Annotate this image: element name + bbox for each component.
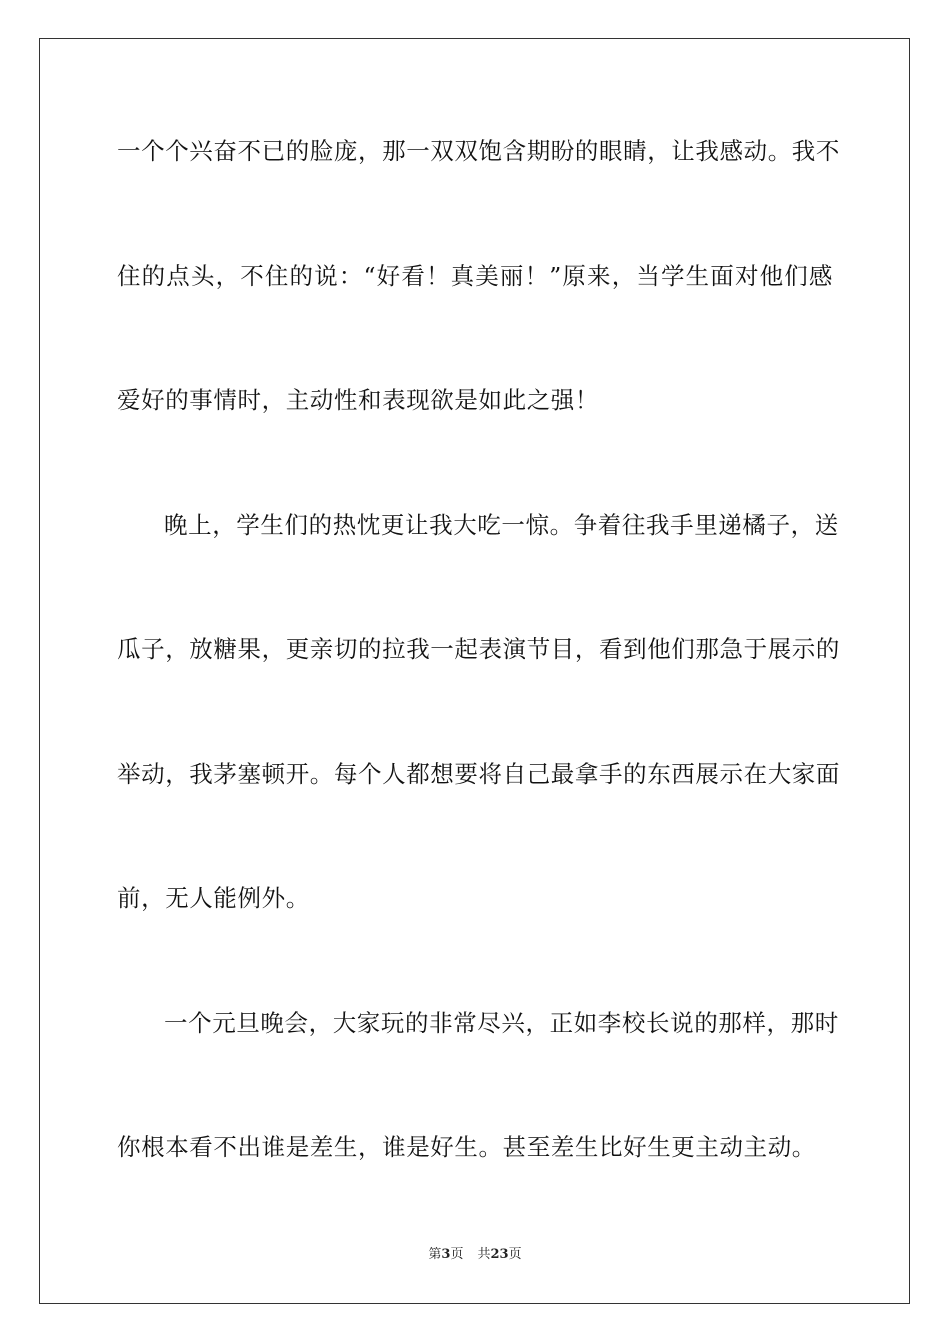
page-footer [0, 1246, 950, 1264]
paragraph-line: 住的点头，不住的说：“好看！真美丽！”原来，当学生面对他们感 [117, 262, 833, 290]
page-number: 3 [441, 1247, 451, 1262]
paragraph-line: 举动，我茅塞顿开。每个人都想要将自己最拿手的东西展示在大家面 [117, 760, 840, 788]
paragraph-line: 瓜子，放糖果，更亲切的拉我一起表演节目，看到他们那急于展示的 [117, 635, 840, 663]
paragraph-line: 爱好的事情时，主动性和表现欲是如此之强！ [117, 386, 599, 414]
paragraph-line: 晚上，学生们的热忱更让我大吃一惊。争着往我手里递橘子，送 [164, 511, 839, 539]
paragraph-line: 前，无人能例外。 [117, 884, 310, 912]
paragraph-line: 你根本看不出谁是差生，谁是好生。甚至差生比好生更主动主动。 [117, 1133, 816, 1161]
total-suffix: 页 [508, 1247, 522, 1262]
page-prefix: 第 [428, 1247, 442, 1262]
paragraph-line: 一个元旦晚会，大家玩的非常尽兴，正如李校长说的那样，那时 [164, 1009, 839, 1037]
page-suffix: 页 [450, 1247, 464, 1262]
total-prefix: 共 [477, 1247, 491, 1262]
total-pages: 23 [490, 1247, 509, 1262]
page-border [39, 38, 910, 1304]
paragraph-line: 一个个兴奋不已的脸庞，那一双双饱含期盼的眼睛，让我感动。我不 [117, 137, 840, 165]
